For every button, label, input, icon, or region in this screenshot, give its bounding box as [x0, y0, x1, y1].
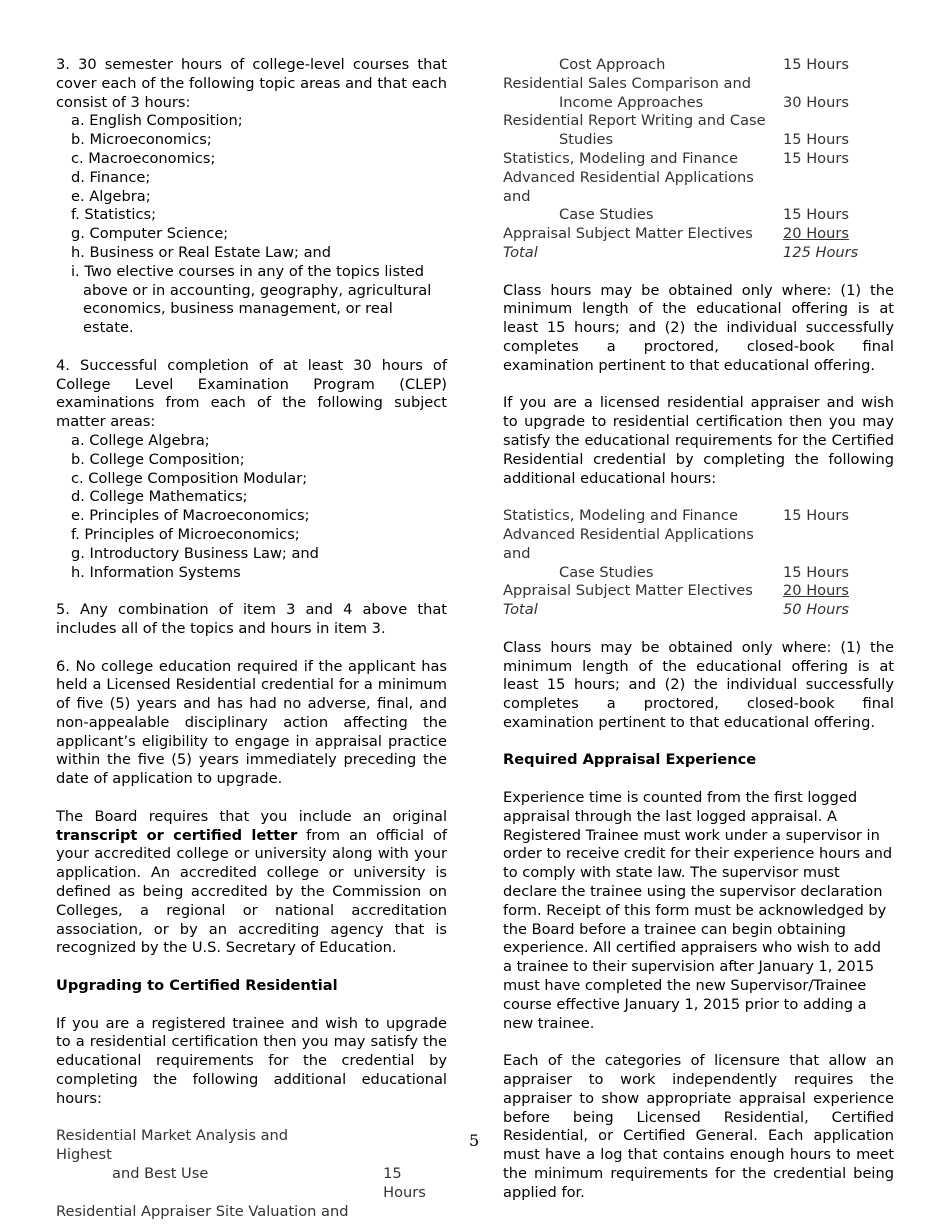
table-total-row	[503, 601, 894, 620]
experience-heading: Required Appraisal Experience	[503, 751, 757, 769]
table-row	[56, 1203, 447, 1222]
item3-topic-list	[56, 112, 447, 338]
item5-paragraph: 5. Any combination of item 3 and 4 above that includes all of the topics and hours in item 3.	[56, 601, 447, 637]
course-name: Advanced Residential Applications and	[503, 525, 754, 562]
course-name: Case Studies	[559, 563, 654, 581]
table-row	[503, 564, 894, 583]
licensure-paragraph: Each of the categories of licensure that allow an appraiser to work independently requires the appraiser to show appropriate appraisal experience before being Licensed Residential, Certified Residential, or Certified General. Each application must have a log that contains enough hours to meet the minimum requirements for the credential being applied for.	[503, 1052, 894, 1201]
board-text-bold: transcript or certified letter	[56, 826, 298, 844]
course-hours: 15 Hours	[783, 507, 849, 525]
course-hours: 30 Hours	[783, 93, 849, 111]
list-item: e. Algebra;	[71, 187, 151, 205]
course-hours: 15 Hours	[783, 56, 849, 73]
course-name: and Best Use	[112, 1165, 209, 1183]
course-name: Statistics, Modeling and Finance	[503, 507, 738, 525]
licensed-hours-table	[503, 507, 894, 620]
course-name: Residential Report Writing and Case	[503, 112, 766, 130]
table-row	[503, 94, 894, 113]
list-item: e. Principles of Macroeconomics;	[71, 507, 310, 525]
total-hours: 125 Hours	[783, 243, 859, 261]
table-row	[503, 507, 894, 526]
board-text-post: from an official of your accredited college or university along with your application. An accredited college or university is defined as being accredited by the Commission on Colleges, a regional or national accreditation association, or by an accrediting agency that is recognized by the U.S. Secretary of Education.	[56, 826, 448, 957]
course-name: Residential Appraiser Site Valuation and	[56, 1202, 349, 1220]
list-item: f. Principles of Microeconomics;	[71, 525, 300, 543]
table-total-row	[503, 244, 894, 263]
item4-clep-list	[56, 432, 447, 582]
list-item: d. College Mathematics;	[71, 488, 248, 506]
table-row	[56, 1127, 447, 1165]
licensed-upgrade-paragraph: If you are a licensed residential appraiser and wish to upgrade to residential certification then you may satisfy the educational requirements for the Certified Residential credential by completing the following additional educational hours:	[503, 394, 894, 487]
list-item: i. Two elective courses in any of the topics listed above or in accounting, geography, agricultural economics, business management, or real estate.	[71, 262, 432, 337]
course-name: Appraisal Subject Matter Electives	[503, 582, 753, 600]
item6-paragraph: 6. No college education required if the applicant has held a Licensed Residential credential for a minimum of five (5) years and has had no adverse, final, and non-appealable disciplinary action affecting the applicant’s eligibility to engage in appraisal practice within the five (5) years immediately preceding the date of application to upgrade.	[56, 657, 447, 788]
course-name: Appraisal Subject Matter Electives	[503, 225, 753, 243]
item4-intro: 4. Successful completion of at least 30 hours of College Level Examination Program (CLEP) examinations from each of the following subject matter areas:	[56, 356, 447, 431]
table-row	[503, 169, 894, 207]
total-label: Total	[503, 601, 538, 619]
total-label: Total	[503, 243, 538, 261]
board-text-pre: The Board requires that you include an original	[56, 807, 447, 825]
course-hours: 15 Hours	[383, 1165, 426, 1201]
course-hours: 15 Hours	[783, 131, 849, 149]
list-item: h. Business or Real Estate Law; and	[71, 243, 332, 261]
course-name: Statistics, Modeling and Finance	[503, 149, 738, 167]
class-hours-note: Class hours may be obtained only where: (1) the minimum length of the educational offering is at least 15 hours; and (2) the individual successfully completes a proctored, closed-book final examination pertinent to that educational offering.	[503, 638, 894, 731]
table-row	[503, 582, 894, 601]
upgrade-heading: Upgrading to Certified Residential	[56, 977, 338, 995]
list-item: c. Macroeconomics;	[71, 149, 216, 167]
course-hours: 15 Hours	[783, 149, 849, 167]
page-number: 5	[469, 1131, 480, 1150]
list-item: c. College Composition Modular;	[71, 469, 308, 487]
list-item: h. Information Systems	[71, 563, 241, 581]
course-hours: 20 Hours	[783, 582, 849, 600]
table-row	[503, 225, 894, 244]
table-row	[503, 150, 894, 169]
course-hours: 15 Hours	[783, 563, 849, 581]
table-row	[503, 75, 894, 94]
table-row	[56, 1165, 447, 1203]
course-name: Cost Approach	[559, 56, 666, 73]
table-row	[503, 206, 894, 225]
class-hours-note: Class hours may be obtained only where: (1) the minimum length of the educational offering is at least 15 hours; and (2) the individual successfully completes a proctored, closed-book final examination pertinent to that educational offering.	[503, 281, 894, 374]
list-item: b. College Composition;	[71, 450, 245, 468]
course-hours: 20 Hours	[783, 225, 849, 243]
list-item: f. Statistics;	[71, 206, 156, 224]
course-name: Studies	[559, 131, 614, 149]
item3-intro: 3. 30 semester hours of college-level courses that cover each of the following topic areas and that each consist of 3 hours:	[56, 56, 447, 111]
table-row	[503, 56, 894, 75]
course-name: Income Approaches	[559, 93, 704, 111]
course-hours: 15 Hours	[783, 206, 849, 224]
list-item: d. Finance;	[71, 168, 151, 186]
table-row	[503, 526, 894, 564]
table-row	[503, 112, 894, 131]
experience-paragraph: Experience time is counted from the first logged appraisal through the last logged appraisal. A Registered Trainee must work under a supervisor in order to receive credit for their experience hours and to comply with state law. The supervisor must declare the trainee using the supervisor declaration form. Receipt of this form must be acknowledged by the Board before a trainee can begin obtaining experience. All certified appraisers who wish to add a trainee to their supervision after January 1, 2015 must have completed the new Supervisor/Trainee course effective January 1, 2015 prior to adding a new trainee.	[503, 789, 893, 1032]
trainee-hours-table-start	[56, 1127, 447, 1221]
list-item: g. Computer Science;	[71, 225, 229, 243]
upgrade-paragraph: If you are a registered trainee and wish to upgrade to a residential certification then you may satisfy the educational requirements for the credential by completing the following additional educational hours:	[56, 1014, 447, 1107]
list-item: g. Introductory Business Law; and	[71, 544, 319, 562]
table-row	[503, 131, 894, 150]
total-hours: 50 Hours	[783, 601, 849, 619]
course-name: Residential Market Analysis and Highest	[56, 1127, 289, 1164]
list-item: b. Microeconomics;	[71, 131, 212, 149]
list-item: a. College Algebra;	[71, 431, 210, 449]
course-name: Advanced Residential Applications and	[503, 168, 754, 205]
board-requirement-paragraph	[56, 808, 447, 958]
left-column	[56, 56, 447, 1221]
right-column	[503, 56, 894, 1203]
trainee-hours-table-continued	[503, 56, 894, 263]
list-item: a. English Composition;	[71, 112, 243, 130]
course-name: Residential Sales Comparison and	[503, 74, 751, 92]
course-name: Case Studies	[559, 206, 654, 224]
